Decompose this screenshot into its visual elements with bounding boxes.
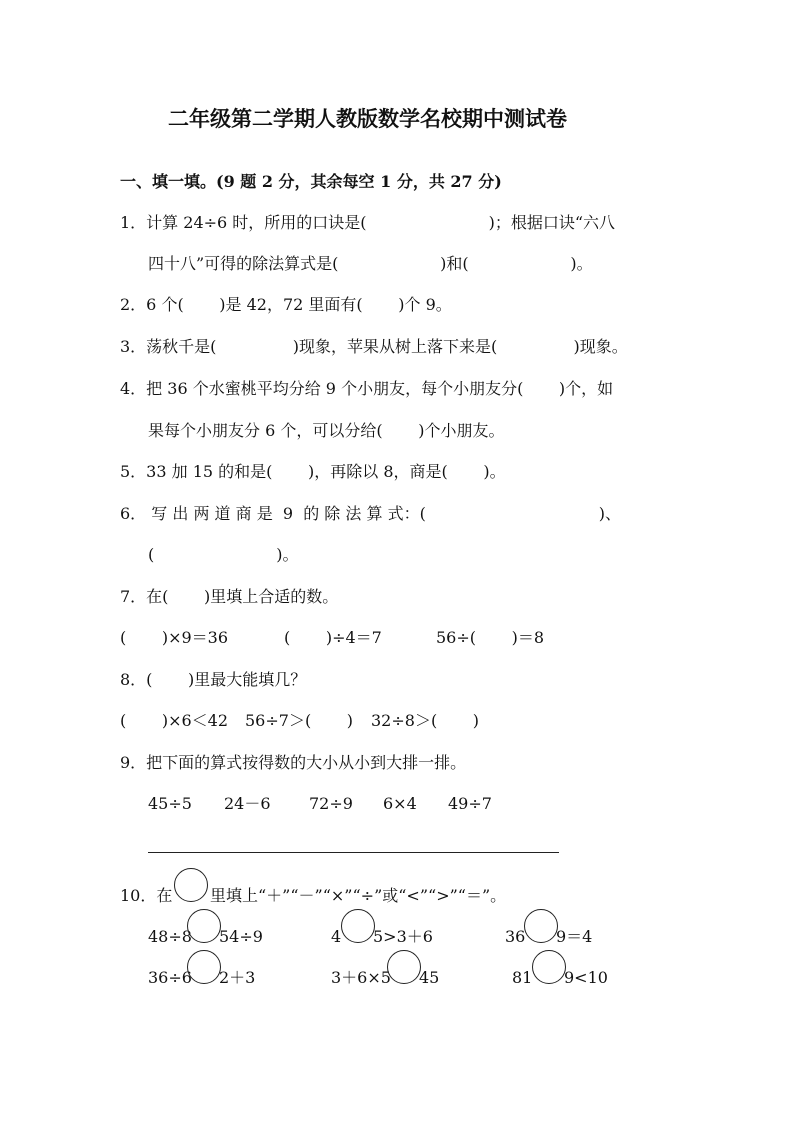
answer-circle[interactable] [341,909,375,943]
question-9: 9．把下面的算式按得数的大小从小到大排一排。 [120,753,467,772]
question-6-line-2: ( )。 [148,545,299,564]
question-8-item: 32÷8＞( ) [371,711,480,730]
page-title: 二年级第二学期人教版数学名校期中测试卷 [168,106,567,131]
question-10-right: 9<10 [564,968,608,987]
question-10-left: 36 [505,927,526,946]
question-10-left: 3＋6×5 [331,968,391,987]
question-9-expression: 45÷5 [148,794,192,813]
question-9-expression: 49÷7 [448,794,492,813]
question-10-prefix: 10．在 [120,886,173,905]
answer-circle[interactable] [187,950,221,984]
question-7-item: 56÷( )＝8 [436,628,545,647]
question-3: 3．荡秋千是( )现象，苹果从树上落下来是( )现象。 [120,337,628,356]
question-8-item: 56÷7＞( ) [245,711,354,730]
answer-line[interactable] [148,852,559,853]
question-7: 7．在( )里填上合适的数。 [120,587,339,606]
question-9-expression: 24－6 [224,794,271,813]
answer-circle[interactable] [532,950,566,984]
question-9-expression: 6×4 [383,794,417,813]
question-10-left: 81 [512,968,533,987]
question-6-line-1: 6． 写 出 两 道 商 是 9 的 除 法 算 式：( )、 [120,504,621,523]
question-7-item: ( )÷4＝7 [284,628,382,647]
question-2: 2．6 个( )是 42，72 里面有( )个 9。 [120,295,452,314]
answer-circle[interactable] [174,868,208,902]
question-8: 8．( )里最大能填几？ [120,670,307,689]
question-7-item: ( )×9＝36 [120,628,229,647]
answer-circle[interactable] [387,950,421,984]
question-10-right: 54÷9 [219,927,263,946]
question-4-line-1: 4．把 36 个水蜜桃平均分给 9 个小朋友，每个小朋友分( )个，如 [120,379,614,398]
question-10-suffix: 里填上“＋”“－”“×”“÷”或“<”“>”“＝”。 [210,886,507,905]
question-5: 5．33 加 15 的和是( )，再除以 8，商是( )。 [120,462,506,481]
question-1-line-2: 四十八”可得的除法算式是( )和( )。 [148,254,593,273]
question-10-left: 36÷6 [148,968,192,987]
section-heading: 一、填一填。(9 题 2 分，其余每空 1 分，共 27 分) [120,172,502,191]
question-10-right: 2＋3 [219,968,256,987]
question-4-line-2: 果每个小朋友分 6 个，可以分给( )个小朋友。 [148,421,505,440]
question-1-line-1: 1．计算 24÷6 时，所用的口诀是( )；根据口诀“六八 [120,213,616,232]
question-10-right: 5>3＋6 [373,927,433,946]
answer-circle[interactable] [187,909,221,943]
question-9-expression: 72÷9 [309,794,353,813]
question-10-right: 9＝4 [556,927,593,946]
question-10-left: 48÷8 [148,927,192,946]
question-10-right: 45 [419,968,440,987]
question-10-left: 4 [331,927,342,946]
question-8-item: ( )×6＜42 [120,711,229,730]
answer-circle[interactable] [524,909,558,943]
